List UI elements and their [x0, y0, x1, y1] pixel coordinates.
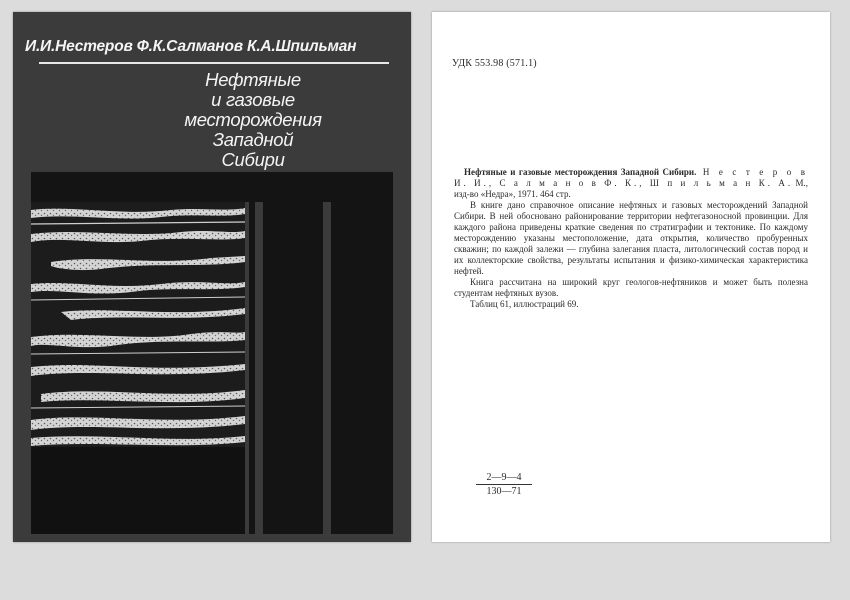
cover-title-line: Сибири	[221, 149, 285, 170]
cover-title-line: Западной	[212, 129, 294, 150]
biblio-publisher: М., изд-во «Недра», 1971. 464 стр.	[454, 178, 808, 199]
cover-authors: И.И.Нестеров Ф.К.Салманов К.А.Шпильман	[25, 38, 357, 55]
book-title-verso-page	[432, 12, 830, 542]
abstract-paragraph: В книге дано справочное описание нефтяных и газовых месторождений Западной Сибири. В ней обосновано районирование территории нефтегазоносной провинции. Для каждого района приведены краткие сведения по стратиграфии и тектонике. По каждому месторождению указаны местоположение, дата открытия, количество пробуренных скважин; по каждой залежи — глубина залегания пласта, литологический состав пород и их коллекторские свойства, результаты испытания и физико-химическая характеристика нефтей.	[454, 200, 808, 276]
udk-code: УДК 553.98 (571.1)	[452, 58, 537, 69]
strata-bottom-block	[31, 447, 245, 534]
strata-bar	[249, 172, 255, 534]
catalog-code-top: 2—9—4	[476, 472, 532, 485]
abstract-paragraph: Таблиц 61, иллюстраций 69.	[470, 299, 579, 309]
cover-title-line: и газовые	[211, 89, 295, 110]
catalog-code	[476, 472, 532, 497]
catalog-code-bottom: 130—71	[486, 486, 522, 497]
strata-bar	[263, 172, 323, 534]
abstract-block	[454, 167, 808, 310]
strata-illustration	[31, 172, 393, 534]
abstract-paragraph: Книга рассчитана на широкий круг геологов-нефтяников и может быть полезна студентам нефтяных вузов.	[454, 277, 808, 298]
cover-title	[133, 70, 373, 170]
book-cover	[13, 12, 411, 542]
biblio-authors: Н е с т е р о в И. И., С а л м а н о в Ф. К., Ш п и л ь м а н К. А.	[454, 167, 809, 188]
biblio-title: Нефтяные и газовые месторождения Западной Сибири.	[464, 167, 697, 177]
cover-title-line: месторождения	[184, 109, 322, 130]
bibliographic-entry	[454, 167, 808, 200]
cover-divider	[39, 62, 389, 64]
cover-title-line: Нефтяные	[205, 69, 301, 90]
strata-bar	[331, 172, 393, 534]
